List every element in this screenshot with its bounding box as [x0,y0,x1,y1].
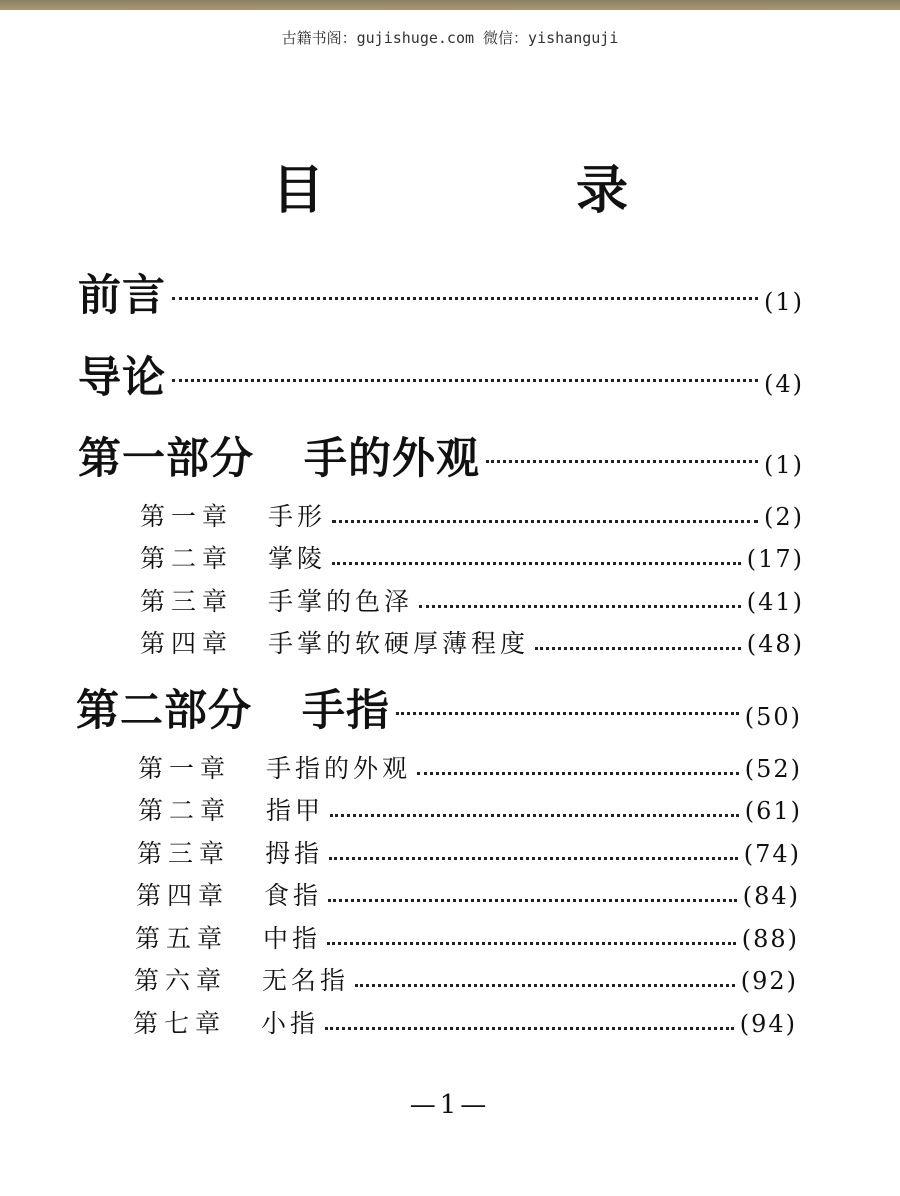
chapter-number: 第四章 [136,881,230,910]
toc-entry-page: (88) [741,925,799,953]
toc-entry-preface[interactable] [78,262,804,323]
part-title: 手指 [302,686,390,736]
toc-entry-chapter[interactable] [135,919,799,955]
toc-entry-page: (61) [744,797,802,825]
top-border [0,0,900,10]
part-title: 手的外观 [304,434,480,484]
chapter-title: 手形 [268,502,327,531]
dot-leader [172,297,758,300]
toc-entry-page: (1) [764,288,804,316]
chapter-number: 第二章 [138,796,232,825]
toc-entry-page: (17) [746,545,804,573]
chapter-title: 手掌的软硬厚薄程度 [268,629,530,658]
dot-leader [328,899,737,902]
chapter-title: 手指的外观 [266,754,412,783]
chapter-number: 第七章 [133,1009,227,1038]
chapter-title: 食指 [264,881,323,910]
chapter-number: 第一章 [140,502,234,531]
dot-leader [327,942,736,945]
toc-entry-label [78,425,480,486]
toc-entry-page: (52) [744,755,802,783]
dot-leader [486,460,758,463]
dot-leader [329,857,738,860]
chapter-title: 拇指 [265,839,324,868]
part-number: 第二部分 [76,686,252,736]
toc-entry-page: (92) [740,967,798,995]
chapter-title: 指甲 [266,796,325,825]
toc-entry-label: 前言 [78,271,166,321]
toc-entry-label [76,677,390,738]
toc-entry-page: (2) [764,503,804,531]
chapter-number: 第四章 [140,629,234,658]
dot-leader [332,562,741,565]
toc-entry-page: (41) [746,588,804,616]
toc-entry-chapter[interactable] [138,791,802,827]
chapter-title: 手掌的色泽 [268,587,414,616]
toc-entry-chapter[interactable] [140,582,804,618]
toc-entry-label: 导论 [78,353,166,403]
chapter-number: 第三章 [140,587,234,616]
dot-leader [396,712,739,715]
toc-entry-page: (48) [746,630,804,658]
dot-leader [355,984,735,987]
toc-entry-chapter[interactable] [140,497,804,533]
toc-entry-chapter[interactable] [134,961,798,997]
chapter-title: 掌陵 [268,544,327,573]
dot-leader [535,647,741,650]
toc-entry-chapter[interactable] [138,749,802,785]
dot-leader [332,520,758,523]
chapter-title: 无名指 [262,966,350,995]
part-number: 第一部分 [78,434,254,484]
toc-entry-introduction[interactable] [78,344,804,405]
toc-entry-part-1[interactable] [78,425,804,486]
toc-entry-chapter[interactable] [140,539,804,575]
toc-entry-chapter[interactable] [136,876,800,912]
page-title: 目 录 [271,161,728,221]
dot-leader [172,379,758,382]
chapter-number: 第一章 [138,754,232,783]
chapter-number: 第三章 [137,839,231,868]
chapter-number: 第二章 [140,544,234,573]
page-number: —1— [409,1090,491,1120]
toc-entry-chapter[interactable] [133,1004,797,1040]
toc-entry-page: (4) [764,370,804,398]
dot-leader [419,605,741,608]
chapter-title: 小指 [261,1009,320,1038]
toc-entry-page: (84) [742,882,800,910]
toc-entry-chapter[interactable] [140,624,804,660]
dot-leader [417,772,739,775]
toc-entry-page: (50) [744,703,802,731]
toc-entry-page: (94) [739,1010,797,1038]
toc-entry-page: (1) [764,451,804,479]
chapter-title: 中指 [263,924,322,953]
toc-entry-page: (74) [743,840,801,868]
watermark: 古籍书阁：gujishuge.com 微信：yishanguji [281,29,619,47]
chapter-number: 第五章 [135,924,229,953]
toc-entry-part-2[interactable] [76,677,802,738]
toc-entry-chapter[interactable] [137,834,801,870]
dot-leader [330,814,739,817]
chapter-number: 第六章 [134,966,228,995]
dot-leader [325,1027,734,1030]
